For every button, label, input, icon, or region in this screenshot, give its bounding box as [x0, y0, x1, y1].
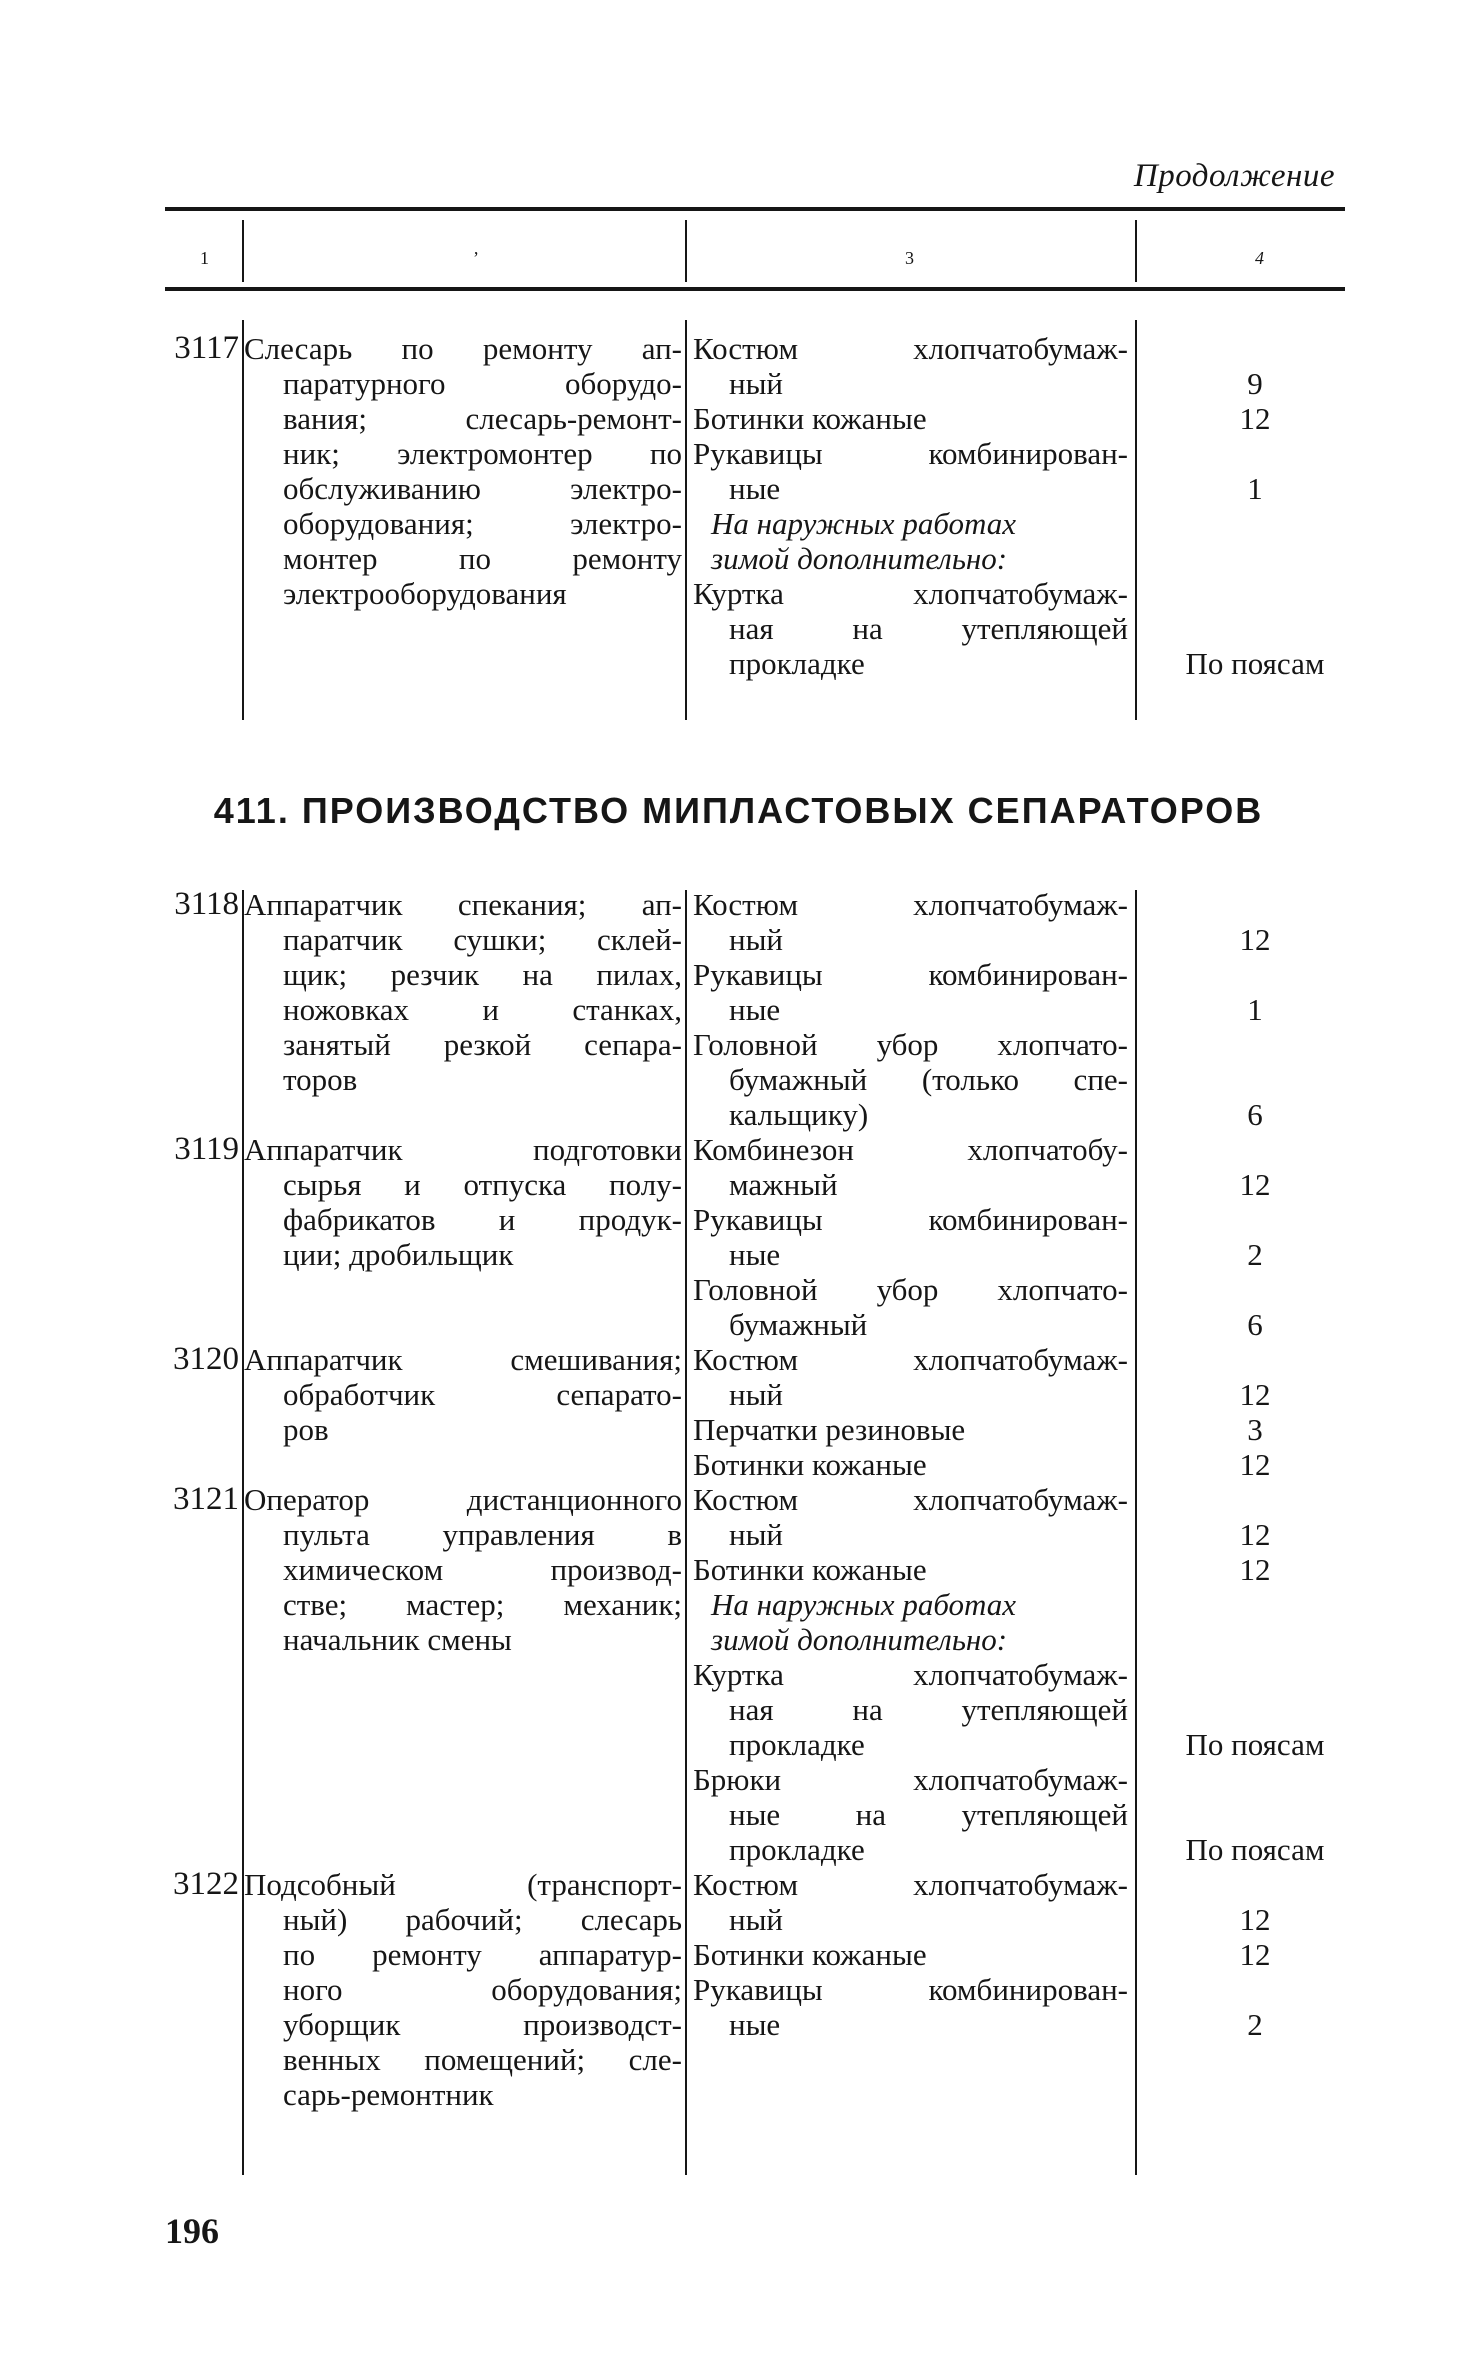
clothing-cell [693, 1867, 1128, 2042]
clothing-line: прокладке [729, 1727, 865, 1762]
clothing-line: Рукавицы комбинирован- [693, 957, 1128, 992]
header-col-3: 3 [905, 248, 914, 268]
note-item [693, 1587, 1128, 1657]
profession-line: обработчик сепарато- [283, 1377, 682, 1412]
profession-line: сырья и отпуска полу- [283, 1167, 682, 1202]
clothing-line: Ботинки кожаные [693, 1552, 927, 1587]
clothing-line: На наружных работах [711, 506, 1017, 541]
profession-line: химическом производ- [283, 1552, 682, 1587]
clothing-item [693, 1482, 1128, 1552]
clothing-line: Комбинезон хлопчатобу- [693, 1132, 1128, 1167]
profession-line: пульта управления в [283, 1517, 682, 1552]
clothing-item [693, 1937, 1128, 1972]
wear-period: 12 [1239, 1517, 1271, 1552]
profession-cell [244, 1867, 682, 2112]
header-col-4: 4 [1255, 248, 1264, 268]
row-number: 3122 [173, 1866, 239, 1902]
profession-line: Аппаратчик спекания; ап- [244, 887, 682, 922]
wear-period: По поясам [1185, 1832, 1325, 1867]
wear-period: 6 [1247, 1307, 1263, 1342]
clothing-item [693, 1552, 1128, 1587]
clothing-cell [693, 1342, 1128, 1482]
clothing-item [693, 436, 1128, 506]
clothing-line: ный [729, 1377, 784, 1412]
profession-line: ный) рабочий; слесарь [283, 1902, 682, 1937]
clothing-line: ные [729, 1237, 781, 1272]
profession-line: по ремонту аппаратур- [283, 1937, 682, 1972]
clothing-line: бумажный (только спе- [729, 1062, 1128, 1097]
wear-period: 12 [1239, 1377, 1271, 1412]
wear-period: 2 [1247, 1237, 1263, 1272]
clothing-line: мажный [729, 1167, 838, 1202]
clothing-item [693, 1132, 1128, 1202]
clothing-line: ный [729, 922, 784, 957]
wear-period: По поясам [1185, 1727, 1325, 1762]
clothing-cell [693, 1482, 1128, 1867]
row-number: 3119 [174, 1131, 239, 1167]
clothing-line: Рукавицы комбинирован- [693, 436, 1128, 471]
profession-line: фабрикатов и продук- [283, 1202, 682, 1237]
header-top-rule [165, 207, 1345, 211]
clothing-line: кальщику) [729, 1097, 869, 1132]
wear-period: 12 [1239, 1902, 1271, 1937]
clothing-item [693, 1867, 1128, 1937]
clothing-item [693, 1342, 1128, 1412]
clothing-line: Костюм хлопчатобумаж- [693, 1342, 1128, 1377]
clothing-item [693, 1027, 1128, 1132]
clothing-item [693, 1412, 1128, 1447]
row-number: 3120 [173, 1341, 239, 1377]
profession-line: ник; электромонтер по [283, 436, 682, 471]
clothing-line: Рукавицы комбинирован- [693, 1972, 1128, 2007]
clothing-line: Костюм хлопчатобумаж- [693, 331, 1128, 366]
clothing-line: Ботинки кожаные [693, 401, 927, 436]
row-number: 3121 [173, 1481, 239, 1517]
clothing-item [693, 957, 1128, 1027]
header-col-1: 1 [200, 248, 209, 268]
clothing-line: Костюм хлопчатобумаж- [693, 887, 1128, 922]
clothing-line: Брюки хлопчатобумаж- [693, 1762, 1128, 1797]
clothing-line: ные [729, 471, 781, 506]
profession-line: торов [283, 1062, 358, 1097]
clothing-line: зимой дополнительно: [711, 541, 1008, 576]
clothing-line: На наружных работах [711, 1587, 1017, 1622]
clothing-cell [693, 331, 1128, 681]
wear-period: 12 [1239, 1447, 1271, 1482]
clothing-line: бумажный [729, 1307, 868, 1342]
col-divider-2-header [685, 220, 687, 282]
clothing-item [693, 1762, 1128, 1867]
clothing-line: Костюм хлопчатобумаж- [693, 1482, 1128, 1517]
continued-label: Продолжение [1133, 158, 1335, 194]
profession-line: ножовках и станках, [283, 992, 682, 1027]
col-divider-3-header [1135, 220, 1137, 282]
profession-line: паратурного оборудо- [283, 366, 682, 401]
wear-period: 12 [1239, 401, 1271, 436]
wear-period: 12 [1239, 1552, 1271, 1587]
wear-period: 12 [1239, 1167, 1271, 1202]
clothing-item [693, 1202, 1128, 1272]
clothing-line: прокладке [729, 646, 865, 681]
profession-line: уборщик производст- [283, 2007, 682, 2042]
profession-line: оборудования; электро- [283, 506, 682, 541]
clothing-line: ный [729, 1902, 784, 1937]
header-bottom-rule [165, 287, 1345, 291]
clothing-cell [693, 1132, 1128, 1342]
clothing-item [693, 1272, 1128, 1342]
wear-period: 6 [1247, 1097, 1263, 1132]
note-item [693, 506, 1128, 576]
profession-line: обслуживанию электро- [283, 471, 682, 506]
profession-line: паратчик сушки; склей- [283, 922, 682, 957]
profession-cell [244, 1482, 682, 1657]
row-number: 3118 [174, 886, 239, 922]
profession-line: Слесарь по ремонту ап- [244, 331, 682, 366]
wear-period: По поясам [1185, 646, 1325, 681]
profession-line: щик; резчик на пилах, [283, 957, 682, 992]
wear-period: 12 [1239, 1937, 1271, 1972]
profession-line: Аппаратчик смешивания; [244, 1342, 682, 1377]
col-divider-2-main [685, 890, 687, 2175]
header-col-2: ’ [473, 248, 479, 268]
profession-cell [244, 1342, 682, 1447]
clothing-line: Куртка хлопчатобумаж- [693, 576, 1128, 611]
profession-line: электрооборудования [283, 576, 567, 611]
clothing-line: ный [729, 366, 784, 401]
clothing-item [693, 401, 1128, 436]
clothing-item [693, 1657, 1128, 1762]
clothing-line: ная на утепляющей [729, 611, 1128, 646]
row-number: 3117 [174, 330, 239, 366]
col-divider-3-main [1135, 890, 1137, 2175]
col-divider-2-top [685, 320, 687, 720]
wear-period: 12 [1239, 922, 1271, 957]
clothing-line: зимой дополнительно: [711, 1622, 1008, 1657]
clothing-line: ный [729, 1517, 784, 1552]
clothing-item [693, 331, 1128, 401]
wear-period: 1 [1247, 471, 1263, 506]
clothing-item [693, 887, 1128, 957]
profession-line: Подсобный (транспорт- [244, 1867, 682, 1902]
clothing-cell [693, 887, 1128, 1132]
profession-cell [244, 331, 682, 611]
wear-period: 9 [1247, 366, 1263, 401]
profession-line: занятый резкой сепара- [283, 1027, 682, 1062]
clothing-line: Рукавицы комбинирован- [693, 1202, 1128, 1237]
wear-period: 1 [1247, 992, 1263, 1027]
clothing-line: ные [729, 992, 781, 1027]
clothing-line: Перчатки резиновые [693, 1412, 966, 1447]
clothing-line: ные на утепляющей [729, 1797, 1128, 1832]
profession-line: вания; слесарь-ремонт- [283, 401, 682, 436]
wear-period: 2 [1247, 2007, 1263, 2042]
clothing-line: Головной убор хлопчато- [693, 1272, 1128, 1307]
profession-line: Оператор дистанционного [244, 1482, 682, 1517]
profession-line: венных помещений; сле- [283, 2042, 682, 2077]
clothing-line: Ботинки кожаные [693, 1447, 927, 1482]
profession-line: ции; дробильщик [283, 1237, 514, 1272]
profession-cell [244, 887, 682, 1097]
col-divider-1-header [242, 220, 244, 282]
profession-cell [244, 1132, 682, 1272]
clothing-item [693, 576, 1128, 681]
profession-line: начальник смены [283, 1622, 512, 1657]
clothing-line: прокладке [729, 1832, 865, 1867]
section-title: 411. ПРОИЗВОДСТВО МИПЛАСТОВЫХ СЕПАРАТОРОВ [213, 790, 1264, 831]
clothing-line: ные [729, 2007, 781, 2042]
clothing-line: Головной убор хлопчато- [693, 1027, 1128, 1062]
clothing-item [693, 1447, 1128, 1482]
profession-line: сарь-ремонтник [283, 2077, 494, 2112]
clothing-line: ная на утепляющей [729, 1692, 1128, 1727]
wear-period: 3 [1247, 1412, 1263, 1447]
profession-line: ного оборудования; [283, 1972, 682, 2007]
clothing-line: Куртка хлопчатобумаж- [693, 1657, 1128, 1692]
clothing-line: Ботинки кожаные [693, 1937, 927, 1972]
clothing-line: Костюм хлопчатобумаж- [693, 1867, 1128, 1902]
page-number: 196 [165, 2211, 219, 2251]
profession-line: ров [283, 1412, 329, 1447]
profession-line: монтер по ремонту [283, 541, 682, 576]
col-divider-3-top [1135, 320, 1137, 720]
clothing-item [693, 1972, 1128, 2042]
profession-line: стве; мастер; механик; [283, 1587, 682, 1622]
profession-line: Аппаратчик подготовки [244, 1132, 682, 1167]
